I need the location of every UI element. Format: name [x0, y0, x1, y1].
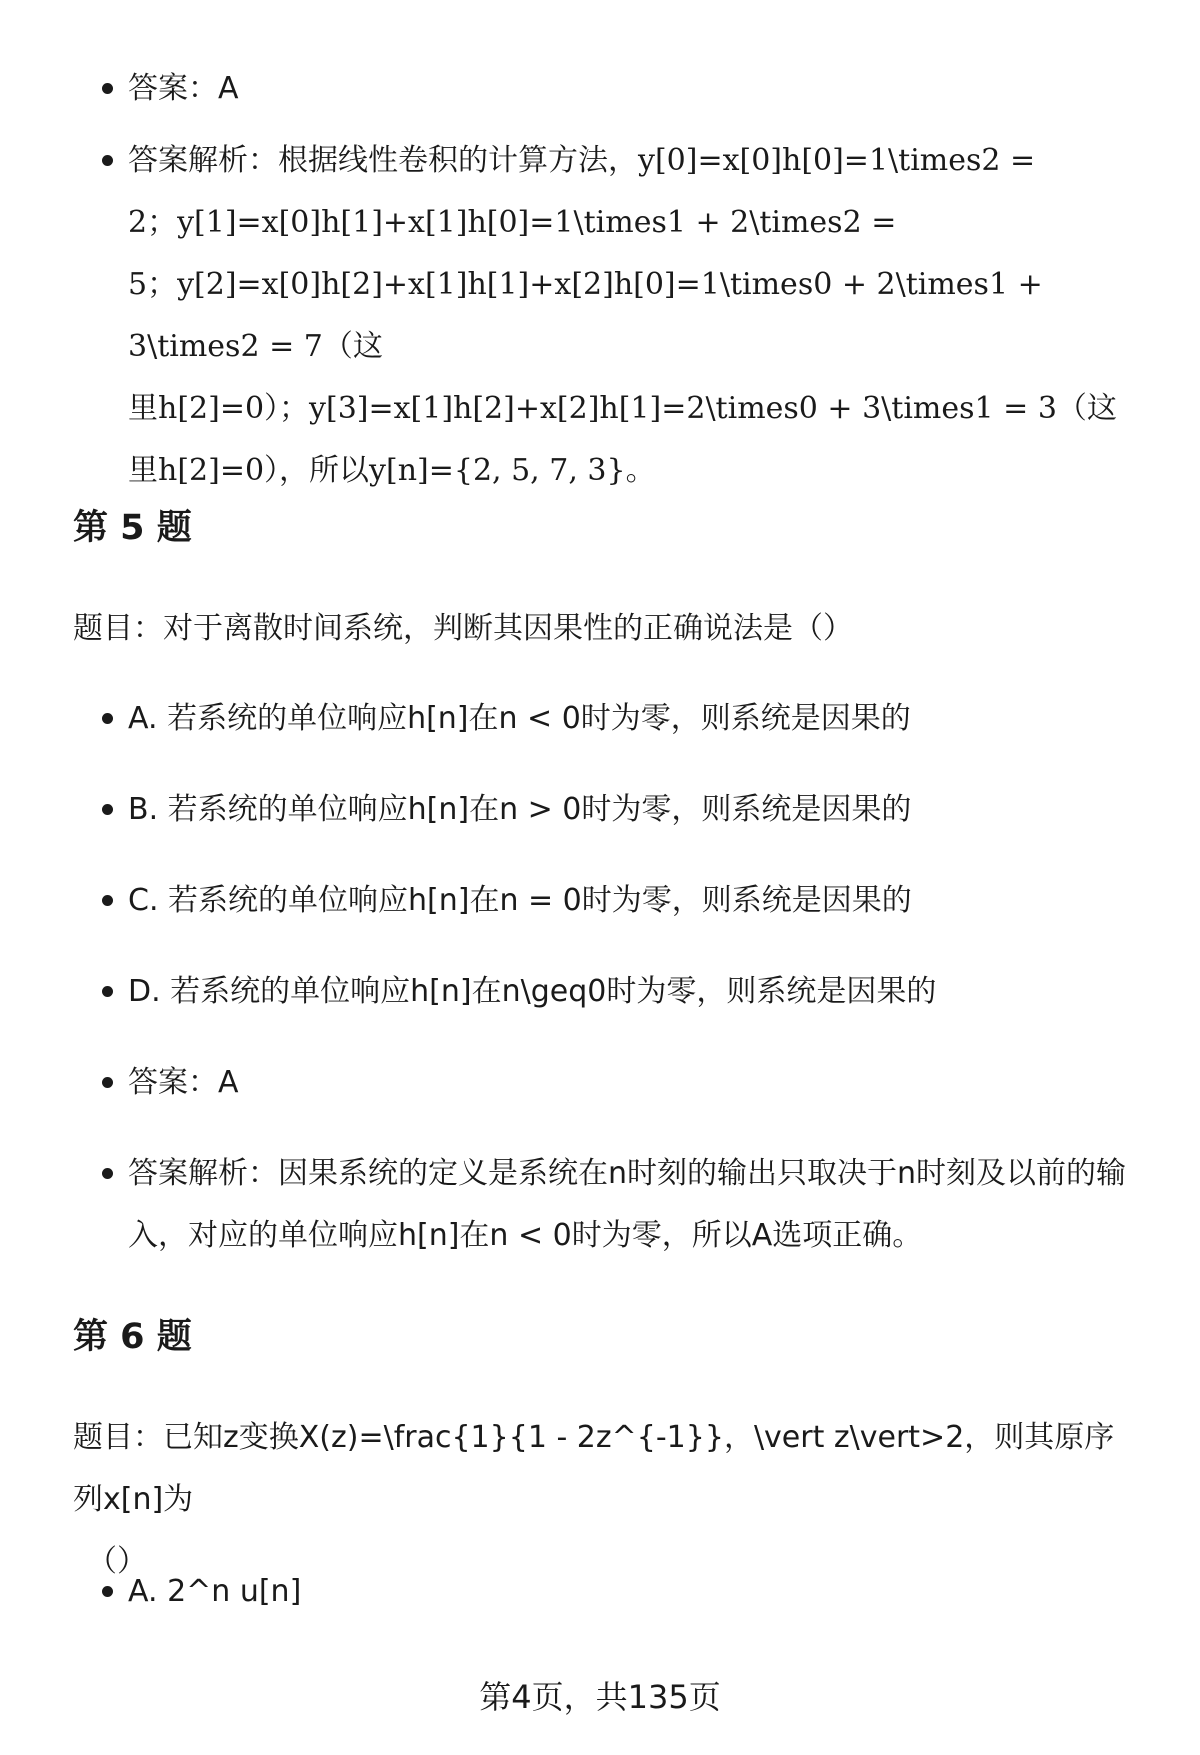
q5-option-d: D. 若系统的单位响应h[n]在n\geq0时为零，则系统是因果的	[128, 961, 1130, 1023]
q4-explanation-line-4: 里h[2]=0）；y[3]=x[1]h[2]+x[2]h[1]=2\times0 + 3\times1 = 3（这	[128, 391, 1117, 426]
q5-answer: 答案：A	[128, 1052, 1130, 1114]
q6-heading: 第 6 题	[73, 1317, 192, 1357]
q6-option-a: A. 2^n u[n]	[128, 1561, 1130, 1623]
q4-explanation-line-3: 5；y[2]=x[0]h[2]+x[1]h[1]+x[2]h[0]=1\times0 + 2\times1 + 3\times2 = 7（这	[128, 267, 1043, 364]
q5-option-a: A. 若系统的单位响应h[n]在n < 0时为零，则系统是因果的	[128, 688, 1130, 750]
q5-explanation-line-2: 入，对应的单位响应h[n]在n < 0时为零，所以A选项正确。	[128, 1218, 923, 1253]
q5-question: 题目：对于离散时间系统，判断其因果性的正确说法是（）	[73, 611, 853, 646]
q4-explanation	[128, 130, 1130, 502]
q4-explanation-line-2: 2；y[1]=x[0]h[1]+x[1]h[0]=1\times1 + 2\times2 =	[128, 205, 897, 240]
q4-answer: 答案：A	[128, 58, 1130, 120]
q6-question-line-2: （）	[87, 1544, 147, 1579]
q5-explanation-line-1: 答案解析：因果系统的定义是系统在n时刻的输出只取决于n时刻及以前的输	[128, 1156, 1127, 1191]
q5-option-b: B. 若系统的单位响应h[n]在n > 0时为零，则系统是因果的	[128, 779, 1130, 841]
q5-heading: 第 5 题	[73, 508, 192, 548]
q4-explanation-line-1: 答案解析：根据线性卷积的计算方法，y[0]=x[0]h[0]=1\times2 =	[128, 143, 1036, 178]
page-footer: 第4页，共135页	[479, 1678, 721, 1716]
q4-explanation-line-5: 里h[2]=0），所以y[n]={2, 5, 7, 3}。	[128, 453, 656, 488]
q5-explanation	[128, 1143, 1130, 1267]
q5-option-c: C. 若系统的单位响应h[n]在n = 0时为零，则系统是因果的	[128, 870, 1130, 932]
q6-question-line-1: 题目：已知z变换X(z)=\frac{1}{1 - 2z^{-1}}，\vert z\vert>2，则其原序列x[n]为	[73, 1420, 1115, 1517]
